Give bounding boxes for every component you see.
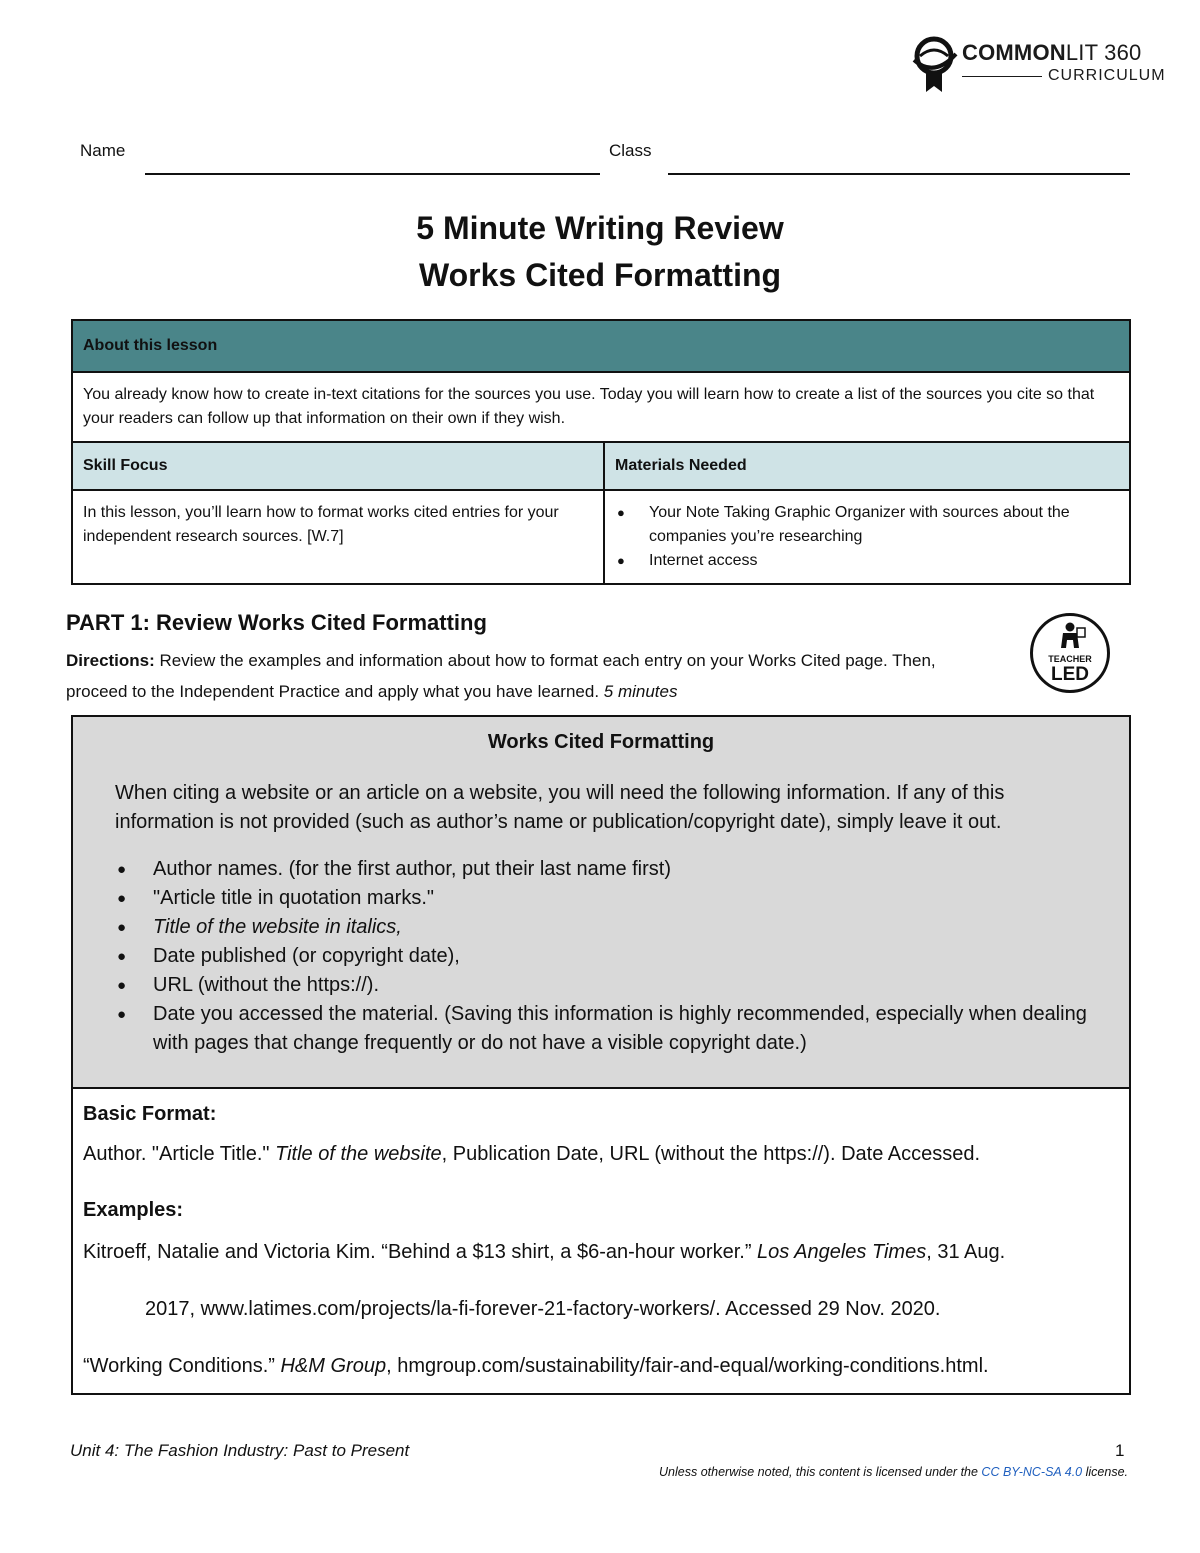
teacher-icon [1057,622,1087,650]
page-title: 5 Minute Writing Review [416,210,784,246]
materials-list-cell [604,490,1130,584]
name-label: Name [80,141,126,160]
class-label: Class [609,141,652,160]
commonlit-logo [910,34,1170,98]
about-header: About this lesson [72,320,1130,372]
format-examples [73,1089,1129,1393]
skill-focus-header: Skill Focus [72,442,604,490]
license-note: Unless otherwise noted, this content is licensed under the CC BY-NC-SA 4.0 license. [659,1465,1128,1479]
examples-label: Examples: [83,1199,184,1221]
logo-divider [962,76,1042,77]
logo-subtitle: CURRICULUM [1048,67,1166,84]
badge-bottom-text: LED [1051,664,1089,685]
list-item: ● Date published (or copyright date), [115,942,1095,971]
required-info-list [115,855,1095,1058]
lesson-info-table [71,319,1131,585]
list-item: ● Date you accessed the material. (Saving this information is highly recommended, especially when dealing with pages that change frequently or do not have a visible copyright date.) [115,1000,1095,1058]
part1-title: PART 1: Review Works Cited Formatting [66,610,487,635]
page-number: 1 [1115,1441,1125,1460]
footer-unit: Unit 4: The Fashion Industry: Past to Present [70,1441,410,1460]
teacher-led-badge [1030,613,1110,693]
works-cited-info [73,717,1129,1089]
works-cited-title: Works Cited Formatting [487,731,715,753]
list-item: ● "Article title in quotation marks." [115,884,1095,913]
about-text: You already know how to create in-text citations for the sources you use. Today you will learn how to create a list of the sources you cite so that your readers can follow up that information on their own if they wish. [72,372,1130,442]
directions: Directions: Review the examples and information about how to format each entry on your Works Cited page. Then, proceed to the Independent Practice and apply what you have learned. 5 minutes [66,651,936,701]
list-item: ● URL (without the https://). [115,971,1095,1000]
works-cited-intro: When citing a website or an article on a website, you will need the following information. If any of this information is not provided (such as author’s name or publication/copyright date), simply leave it out. [115,782,1005,833]
basic-format-text: Author. "Article Title." Title of the website, Publication Date, URL (without the https://). Date Accessed. [83,1143,981,1165]
materials-header: Materials Needed [604,442,1130,490]
globe-ribbon-icon [910,34,960,96]
example-1-continued: 2017, www.latimes.com/projects/la-fi-forever-21-factory-workers/. Accessed 29 Nov. 2020. [145,1298,941,1320]
class-field[interactable] [668,173,1130,175]
standard-code: [W.7] [307,528,344,545]
skill-focus-text: In this lesson, you’ll learn how to format works cited entries for your independent research sources. [W.7] [72,490,604,584]
materials-list [615,501,1119,573]
page-subtitle: Works Cited Formatting [418,257,782,293]
list-item: ● Author names. (for the first author, put their last name first) [115,855,1095,884]
name-field[interactable] [145,173,600,175]
list-item: ● Your Note Taking Graphic Organizer with sources about the companies you’re researching [615,501,1119,549]
example-2: “Working Conditions.” H&M Group, hmgroup.com/sustainability/fair-and-equal/working-conditions.html. [83,1355,989,1377]
logo-brand: COMMONLIT 360 [962,40,1142,65]
example-1: Kitroeff, Natalie and Victoria Kim. “Behind a $13 shirt, a $6-an-hour worker.” Los Angeles Times, 31 Aug. [83,1241,1006,1263]
works-cited-box [71,715,1131,1395]
license-link[interactable]: CC BY-NC-SA 4.0 [981,1465,1083,1479]
list-item: ● Internet access [615,549,1119,573]
time-estimate: 5 minutes [603,682,678,701]
list-item: ● Title of the website in italics, [115,913,1095,942]
badge-top-text: TEACHER [1048,654,1092,664]
directions-label: Directions: [66,651,155,670]
basic-format-label: Basic Format: [83,1103,217,1125]
